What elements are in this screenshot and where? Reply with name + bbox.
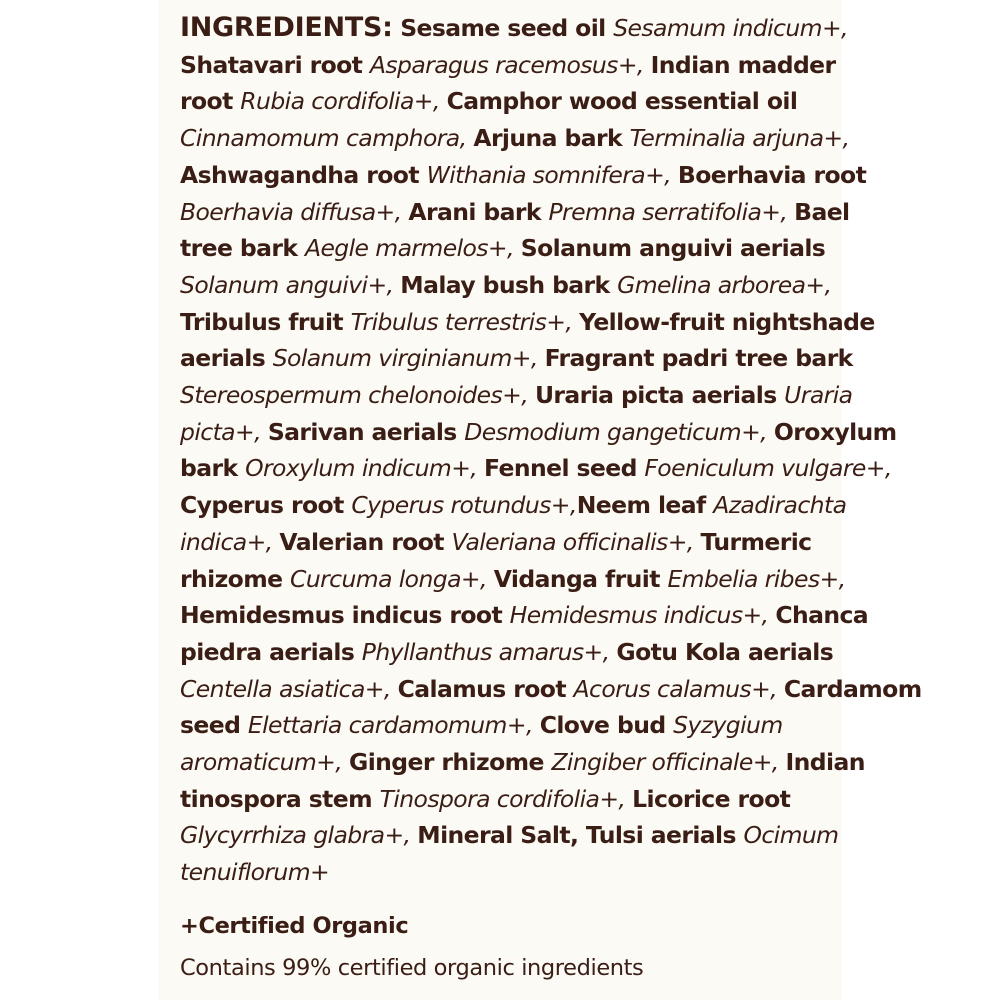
ingredient-name: seed <box>180 711 248 740</box>
botanical-name: Glycyrrhiza glabra+, <box>180 821 418 850</box>
ingredient-line <box>180 634 834 671</box>
botanical-name: Syzygium <box>673 711 783 740</box>
ingredient-name: Oroxylum <box>773 417 897 446</box>
ingredient-line <box>180 157 867 194</box>
botanical-name: Tinospora cordifolia+, <box>379 784 633 813</box>
ingredient-line <box>180 487 847 524</box>
ingredient-name: Uraria picta aerials <box>534 381 785 410</box>
botanical-name: Foeniculum vulgare+, <box>644 454 892 483</box>
botanical-name: Acorus calamus+, <box>573 674 784 703</box>
ingredient-name: Arani bark <box>408 197 549 226</box>
botanical-name: Embelia ribes+, <box>667 564 846 593</box>
botanical-name: Centella asiatica+, <box>180 674 398 703</box>
ingredient-line <box>180 230 830 267</box>
botanical-name: Solanum anguivi+, <box>180 270 401 299</box>
botanical-name: Stereospermum chelonoides+, <box>180 381 535 410</box>
ingredient-line <box>180 414 897 451</box>
ingredient-line <box>180 671 922 708</box>
ingredient-name: Licorice root <box>632 784 791 813</box>
botanical-name: Asparagus racemosus+, <box>369 50 651 79</box>
ingredient-name: Solanum anguivi aerials <box>520 234 826 263</box>
botanical-name: indica+, <box>180 527 280 556</box>
botanical-name: aromaticum+, <box>180 748 350 777</box>
ingredient-name: Vidanga fruit <box>493 564 668 593</box>
ingredient-name: Sarivan aerials <box>267 417 465 446</box>
ingredient-name: bark <box>180 454 246 483</box>
ingredient-name: Yellow-fruit nightshade <box>579 307 875 336</box>
botanical-name: Tribulus terrestris+, <box>350 307 580 336</box>
ingredient-name: root <box>180 87 241 116</box>
ingredient-line <box>180 781 830 818</box>
ingredient-name: Bael <box>794 197 850 226</box>
botanical-name: Oroxylum indicum+, <box>245 454 485 483</box>
ingredient-list <box>180 10 922 891</box>
botanical-name: picta+, <box>180 417 268 446</box>
ingredient-name: Cyperus root <box>180 491 352 520</box>
ingredient-name: Ashwagandha root <box>180 160 427 189</box>
botanical-name: Withania somnifera+, <box>426 160 678 189</box>
ingredient-name: Shatavari root <box>180 50 370 79</box>
botanical-name: Gmelina arborea+, <box>617 270 832 299</box>
certified-organic-note: +Certified Organic <box>180 912 409 939</box>
ingredient-line <box>180 817 839 854</box>
ingredient-name: Gotu Kola aerials <box>616 637 834 666</box>
ingredient-name: tree bark <box>180 234 305 263</box>
ingredient-name: Chanca <box>775 601 869 630</box>
botanical-name: Terminalia arjuna+, <box>629 124 850 153</box>
botanical-name: Elettaria cardamomum+, <box>247 711 540 740</box>
botanical-name: tenuiflorum+ <box>180 858 330 887</box>
ingredient-name: Clove bud <box>539 711 674 740</box>
ingredient-name: Mineral Salt, Tulsi aerials <box>417 821 744 850</box>
ingredient-line <box>180 561 846 598</box>
ingredient-name: Fennel seed <box>484 454 645 483</box>
botanical-name: Hemidesmus indicus+, <box>509 601 776 630</box>
botanical-name: Aegle marmelos+, <box>304 234 521 263</box>
botanical-name: Zingiber officinale+, <box>551 748 786 777</box>
ingredient-line <box>180 10 848 47</box>
botanical-name: Phyllanthus amarus+, <box>361 637 617 666</box>
ingredient-name: Turmeric <box>700 527 812 556</box>
ingredient-name: Hemidesmus indicus root <box>180 601 510 630</box>
botanical-name: Ocimum <box>743 821 839 850</box>
ingredient-name: Neem leaf <box>576 491 714 520</box>
ingredient-name: Tribulus fruit <box>180 307 351 336</box>
organic-percentage-note: Contains 99% certified organic ingredients <box>180 954 644 981</box>
botanical-name: Sesamum indicum+, <box>613 14 848 42</box>
ingredient-line <box>180 267 830 304</box>
botanical-name: Valeriana officinalis+, <box>451 527 701 556</box>
spacer <box>180 891 830 901</box>
botanical-name: Boerhavia diffusa+, <box>180 197 409 226</box>
ingredient-name: piedra aerials <box>180 637 362 666</box>
ingredient-line <box>180 597 869 634</box>
ingredient-name: Camphor wood essential oil <box>446 87 798 116</box>
ingredient-name: Indian madder <box>650 50 836 79</box>
ingredient-name: aerials <box>180 344 273 373</box>
botanical-name: Cinnamomum camphora, <box>180 124 474 153</box>
ingredient-name: Arjuna bark <box>473 124 630 153</box>
ingredient-name: Sesame seed oil <box>392 14 614 42</box>
ingredient-line <box>180 194 850 231</box>
ingredient-line <box>180 377 853 414</box>
ingredient-name: Malay bush bark <box>400 270 618 299</box>
ingredients-heading: INGREDIENTS: <box>180 12 393 43</box>
ingredient-line <box>180 304 875 341</box>
botanical-name: Cyperus rotundus+, <box>351 491 577 520</box>
ingredient-line <box>180 450 892 487</box>
botanical-name: Solanum virginianum+, <box>272 344 545 373</box>
ingredient-line <box>180 707 830 744</box>
ingredient-line <box>180 744 865 781</box>
ingredient-name: tinospora stem <box>180 784 380 813</box>
botanical-name: Desmodium gangeticum+, <box>464 417 774 446</box>
ingredient-name: Calamus root <box>397 674 574 703</box>
ingredient-name: Fragrant padri tree bark <box>544 344 853 373</box>
botanical-name: Rubia cordifolia+, <box>240 87 447 116</box>
ingredient-line <box>180 340 853 377</box>
ingredients-text <box>180 10 922 985</box>
ingredient-name: rhizome <box>180 564 291 593</box>
botanical-name: Curcuma longa+, <box>290 564 494 593</box>
ingredient-line <box>180 120 850 157</box>
ingredient-name: Cardamom <box>783 674 922 703</box>
ingredient-line <box>180 524 830 561</box>
ingredient-line <box>180 854 830 891</box>
botanical-name: Azadirachta <box>713 491 847 520</box>
ingredient-name: Ginger rhizome <box>349 748 552 777</box>
botanical-name: Premna serratifolia+, <box>548 197 795 226</box>
ingredient-name: Valerian root <box>279 527 452 556</box>
botanical-name: Uraria <box>784 381 853 410</box>
ingredient-line <box>180 47 836 84</box>
ingredient-name: Indian <box>785 748 865 777</box>
ingredient-name: Boerhavia root <box>677 160 867 189</box>
ingredient-line <box>180 83 830 120</box>
